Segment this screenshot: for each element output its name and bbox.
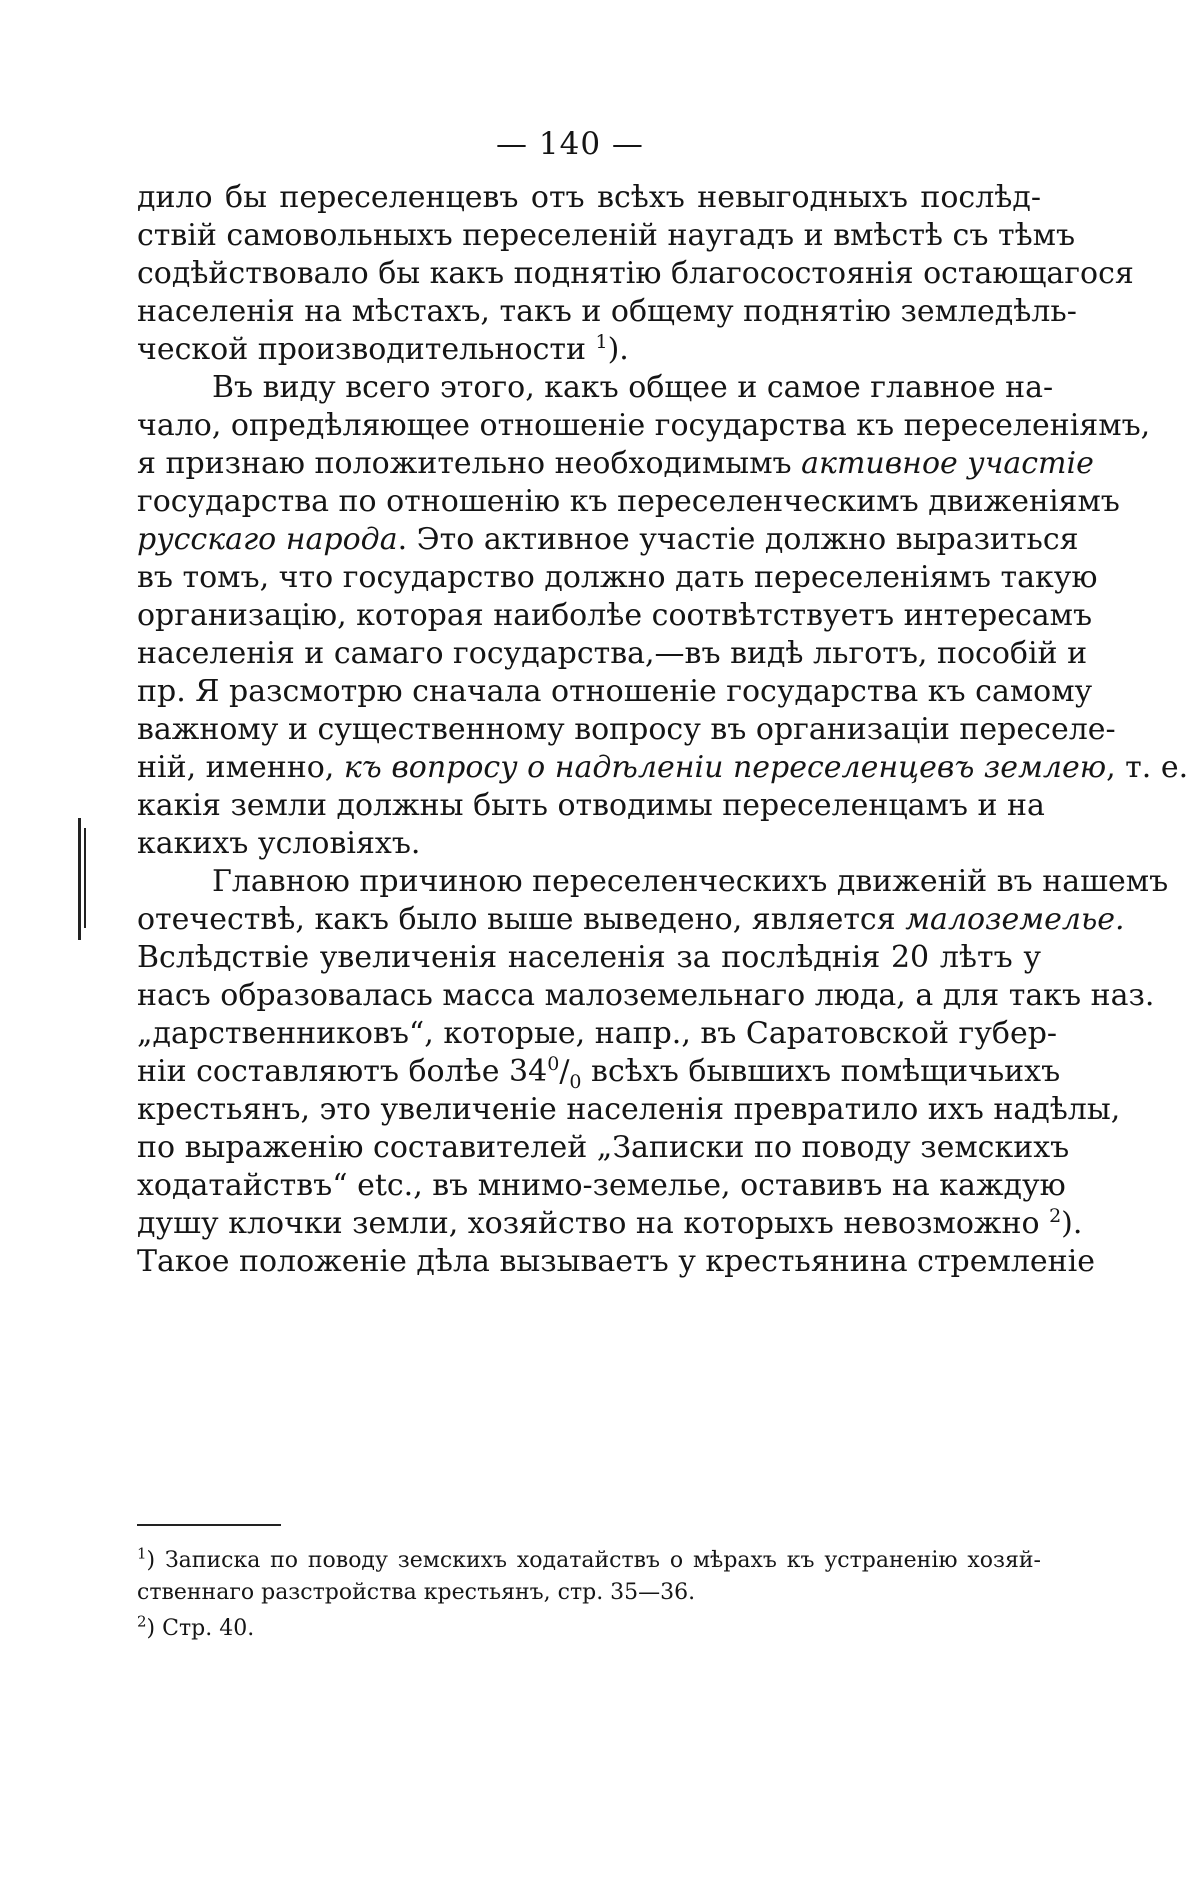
text-line: отечествѣ, какъ было выше выведено, является малоземелье.	[137, 902, 1125, 937]
text-line: ческой производительности $^1$).	[137, 331, 629, 367]
text-line: въ томъ, что государство должно дать переселеніямъ такую	[137, 560, 1098, 595]
percent-sup: 0	[547, 1053, 560, 1075]
footnote-1: $^1$) Записка по поводу земскихъ ходатайствъ о мѣрахъ къ устраненію хозяй-	[137, 1544, 1041, 1573]
text-line: Въ виду всего этого, какъ общее и самое главное на-	[212, 370, 1054, 405]
text-line: населенія и самаго государства,—въ видѣ льготъ, пособій и	[137, 636, 1088, 671]
page-number: — 140 —	[496, 126, 644, 162]
text-line: русскаго народа. Это активное участіе должно выразиться	[137, 522, 1079, 557]
text-line: государства по отношенію къ переселенческимъ движеніямъ	[137, 484, 1120, 519]
text-line: Такое положеніе дѣла вызываетъ у крестьянина стремленіе	[137, 1244, 1096, 1279]
margin-mark	[84, 828, 86, 928]
text-line: ній, именно, къ вопросу о надѣленіи переселенцевъ землею, т. е.	[137, 750, 1188, 785]
text-line: какія земли должны быть отводимы переселенцамъ и на	[137, 788, 1045, 823]
text-line: Вслѣдствіе увеличенія населенія за послѣднія 20 лѣтъ у	[137, 940, 1041, 975]
text-line: я признаю положительно необходимымъ активное участіе	[137, 446, 1094, 481]
text-line: ходатайствъ“ etc., въ мнимо-земелье, оставивъ на каждую	[137, 1168, 1066, 1203]
text-line: содѣйствовало бы какъ поднятію благосостоянія остающагося	[137, 256, 1134, 291]
margin-mark	[78, 818, 81, 940]
emphasis: русскаго народа	[137, 522, 398, 557]
text-line: душу клочки земли, хозяйство на которыхъ невозможно $^2$).	[137, 1205, 1083, 1241]
emphasis: къ вопросу о надѣленіи переселенцевъ землею	[343, 750, 1107, 785]
text-line: ніи составляютъ болѣе $34^0/_0$ всѣхъ бывшихъ помѣщичьихъ	[137, 1053, 1061, 1093]
text-line: дило бы переселенцевъ отъ всѣхъ невыгодныхъ послѣд-	[137, 180, 1041, 215]
text-line: населенія на мѣстахъ, такъ и общему поднятію земледѣль-	[137, 294, 1077, 329]
footnote-ref: 1	[595, 331, 608, 353]
text-line: важному и существенному вопросу въ организаціи переселе-	[137, 712, 1116, 747]
text-line: „дарственниковъ“, которые, напр., въ Саратовской губер-	[137, 1016, 1058, 1051]
text-line: крестьянъ, это увеличеніе населенія превратило ихъ надѣлы,	[137, 1092, 1121, 1127]
footnote-2: $^2$) Стр. 40.	[137, 1612, 255, 1641]
text-line: пр. Я разсмотрю сначала отношеніе государства къ самому	[137, 674, 1093, 709]
text-line: какихъ условіяхъ.	[137, 826, 421, 861]
text-line: Главною причиною переселенческихъ движеній въ нашемъ	[212, 864, 1169, 899]
text-line: по выраженію составителей „Записки по поводу земскихъ	[137, 1130, 1070, 1165]
text-line: организацію, которая наиболѣе соотвѣтствуетъ интересамъ	[137, 598, 1093, 633]
footnote-1-cont: ственнаго разстройства крестьянъ, стр. 35—36.	[137, 1580, 696, 1605]
text-line: насъ образовалась масса малоземельнаго люда, а для такъ наз.	[137, 978, 1155, 1013]
text-line: чало, опредѣляющее отношеніе государства къ переселеніямъ,	[137, 408, 1151, 443]
emphasis: активное участіе	[801, 446, 1094, 481]
emphasis: малоземелье.	[905, 902, 1125, 937]
percent-sub: 0	[569, 1071, 582, 1093]
footnote-rule	[137, 1524, 281, 1526]
footnote-ref: 2	[1049, 1205, 1062, 1227]
text-line: ствій самовольныхъ переселеній наугадъ и вмѣстѣ съ тѣмъ	[137, 218, 1076, 253]
